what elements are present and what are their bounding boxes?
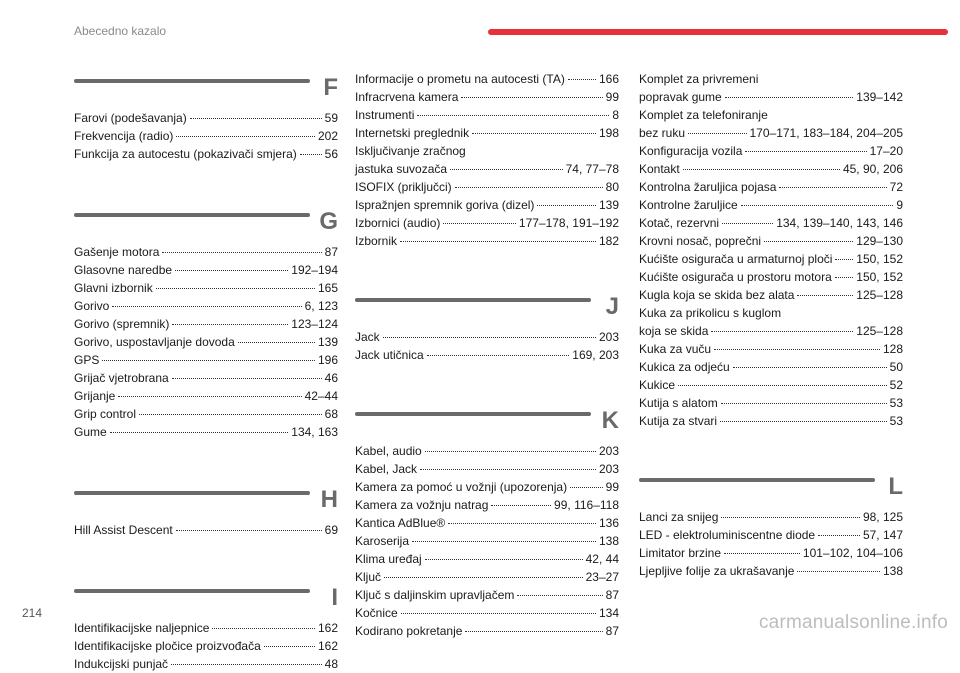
entry-term: Kontakt (639, 162, 680, 176)
section-header (74, 207, 338, 241)
dot-leader (455, 187, 603, 188)
entry-pages: 165 (317, 281, 338, 295)
entry-pages: 169, 203 (572, 348, 619, 362)
section-letter: G (319, 208, 338, 235)
index-entry (74, 521, 338, 539)
entry-term: Internetski preglednik (355, 126, 470, 140)
entry-pages: 23–27 (585, 570, 619, 584)
entry-pages: 139 (598, 198, 619, 212)
entry-pages: 69 (324, 523, 338, 537)
index-entry (74, 423, 338, 441)
entry-term: Kamera za vožnju natrag (355, 498, 489, 512)
dot-leader (491, 505, 551, 506)
entry-pages: 68 (324, 407, 338, 421)
section-entries (74, 109, 338, 163)
entry-term: Konfiguracija vozila (639, 144, 743, 158)
index-entry (639, 214, 903, 232)
section-entries (639, 70, 903, 430)
dot-leader (162, 252, 321, 253)
entry-pages: 128 (882, 342, 903, 356)
index-entry (355, 196, 619, 214)
entry-pages: 8 (612, 108, 619, 122)
entry-term: Ključ s daljinskim upravljačem (355, 588, 515, 602)
page-header-title: Abecedno kazalo (74, 24, 167, 38)
entry-term: Ispražnjen spremnik goriva (dizel) (355, 198, 535, 212)
dot-leader (733, 367, 887, 368)
dot-leader (425, 451, 596, 452)
entry-pages: 134, 139–140, 143, 146 (776, 216, 903, 230)
index-entry (639, 412, 903, 430)
section-letter: K (601, 407, 619, 434)
dot-leader (112, 306, 301, 307)
section-l (639, 472, 903, 580)
dot-leader (417, 115, 609, 116)
entry-pages: 134, 163 (291, 425, 338, 439)
index-entry (355, 496, 619, 514)
entry-term: Kuka za vuču (639, 342, 712, 356)
index-entry (355, 568, 619, 586)
index-entry (355, 106, 619, 124)
entry-pages: 42, 44 (585, 552, 619, 566)
dot-leader (300, 154, 322, 155)
index-entry (639, 178, 903, 196)
entry-term: Funkcija za autocestu (pokazivači smjera) (74, 147, 297, 161)
index-entry (74, 315, 338, 333)
entry-pages: 162 (317, 621, 338, 635)
section-k-continued (639, 70, 903, 430)
entry-term: Kutija za stvari (639, 414, 718, 428)
dot-leader (172, 378, 322, 379)
entry-pages: 203 (598, 444, 619, 458)
dot-leader (722, 223, 773, 224)
section-letter: I (331, 584, 338, 611)
entry-term: popravak gume (639, 90, 722, 104)
entry-pages: 125–128 (856, 324, 903, 338)
entry-term: Kočnice (355, 606, 398, 620)
entry-pages: 87 (605, 624, 619, 638)
index-entry (639, 322, 903, 340)
section-entries (355, 70, 619, 250)
entry-pages: 6, 123 (304, 299, 338, 313)
index-column-3 (639, 70, 903, 580)
index-entry (355, 514, 619, 532)
entry-term: Kabel, Jack (355, 462, 418, 476)
entry-term: Instrumenti (355, 108, 415, 122)
index-entry (74, 387, 338, 405)
section-letter: J (605, 293, 619, 320)
entry-pages: 203 (598, 462, 619, 476)
section-header (639, 472, 903, 506)
entry-term: Kukica za odjeću (639, 360, 730, 374)
entry-pages: 52 (889, 378, 903, 392)
entry-pages: 72 (889, 180, 903, 194)
entry-pages: 99, 116–118 (554, 498, 619, 512)
entry-pages: 139–142 (856, 90, 903, 104)
section-i-continued (355, 70, 619, 250)
entry-term: Lanci za snijeg (639, 510, 719, 524)
index-entry (74, 619, 338, 637)
entry-term: Frekvencija (radio) (74, 129, 174, 143)
index-entry (74, 279, 338, 297)
entry-pages: 48 (324, 657, 338, 671)
entry-pages: 45, 90, 206 (842, 162, 903, 176)
section-entries (355, 442, 619, 640)
index-entry (355, 442, 619, 460)
section-letter: F (323, 74, 338, 101)
entry-term: Jack (355, 330, 380, 344)
section-header (355, 406, 619, 440)
entry-term: Kugla koja se skida bez alata (639, 288, 795, 302)
dot-leader (741, 205, 894, 206)
entry-term: Farovi (podešavanja) (74, 111, 187, 125)
index-column-1 (74, 73, 338, 673)
dot-leader (450, 169, 563, 170)
index-entry (639, 394, 903, 412)
entry-pages: 42–44 (304, 389, 338, 403)
index-entry (639, 232, 903, 250)
entry-term: Gume (74, 425, 107, 439)
section-entries (355, 328, 619, 364)
entry-pages: 182 (598, 234, 619, 248)
dot-leader (683, 169, 840, 170)
dot-leader (835, 259, 853, 260)
index-entry (355, 232, 619, 250)
index-entry (355, 586, 619, 604)
entry-pages: 203 (598, 330, 619, 344)
section-header (74, 485, 338, 519)
dot-leader (797, 295, 853, 296)
index-entry (639, 196, 903, 214)
index-entry (74, 145, 338, 163)
page-number: 214 (22, 606, 43, 620)
dot-leader (102, 360, 315, 361)
entry-term: Kantica AdBlue® (355, 516, 446, 530)
index-entry (355, 124, 619, 142)
index-entry (74, 369, 338, 387)
entry-term: Ključ (355, 570, 382, 584)
entry-term: Kućište osigurača u prostoru motora (639, 270, 832, 284)
entry-term: Informacije o prometu na autocesti (TA) (355, 72, 565, 86)
entry-pages: 202 (317, 129, 338, 143)
entry-pages: 87 (324, 245, 338, 259)
section-header (74, 583, 338, 617)
entry-pages: 99 (605, 90, 619, 104)
dot-leader (779, 187, 886, 188)
dot-leader (427, 355, 570, 356)
dot-leader (383, 337, 596, 338)
index-entry (639, 250, 903, 268)
entry-pages: 136 (598, 516, 619, 530)
index-entry (639, 286, 903, 304)
dot-leader (711, 331, 853, 332)
entry-pages: 138 (598, 534, 619, 548)
entry-term: Hill Assist Descent (74, 523, 173, 537)
section-j (355, 292, 619, 364)
dot-leader (725, 97, 854, 98)
index-entry (639, 142, 903, 160)
entry-term: Kodirano pokretanje (355, 624, 463, 638)
entry-pages: 56 (324, 147, 338, 161)
index-entry (74, 655, 338, 673)
index-entry (355, 550, 619, 568)
entry-pages: 177–178, 191–192 (518, 216, 619, 230)
entry-pages: 50 (889, 360, 903, 374)
index-entry (639, 340, 903, 358)
entry-term: Indukcijski punjač (74, 657, 169, 671)
dot-leader (465, 631, 602, 632)
dot-leader (472, 133, 596, 134)
dot-leader (517, 595, 602, 596)
section-i (74, 583, 338, 673)
index-entry (355, 88, 619, 106)
section-entries (639, 508, 903, 580)
section-rule (355, 298, 591, 302)
entry-term: Kotač, rezervni (639, 216, 720, 230)
entry-term: Glasovne naredbe (74, 263, 173, 277)
entry-term: Krovni nosač, poprečni (639, 234, 762, 248)
entry-pages: 125–128 (856, 288, 903, 302)
section-header (74, 73, 338, 107)
index-entry (355, 532, 619, 550)
entry-term: Gorivo (74, 299, 110, 313)
index-entry (639, 508, 903, 526)
dot-leader (110, 432, 289, 433)
entry-term: Identifikacijske naljepnice (74, 621, 210, 635)
entry-term: jastuka suvozača (355, 162, 448, 176)
section-rule (74, 213, 310, 217)
entry-term: Kutija s alatom (639, 396, 718, 410)
index-entry (639, 160, 903, 178)
index-entry (355, 604, 619, 622)
entry-term: Karoserija (355, 534, 410, 548)
index-entry (74, 243, 338, 261)
index-entry (639, 358, 903, 376)
dot-leader (570, 487, 603, 488)
entry-pages: 139 (317, 335, 338, 349)
entry-pages: 9 (896, 198, 903, 212)
index-entry (74, 351, 338, 369)
entry-pages: 53 (889, 414, 903, 428)
index-entry (74, 127, 338, 145)
section-rule (355, 412, 591, 416)
dot-leader (721, 517, 860, 518)
dot-leader (420, 469, 596, 470)
entry-pages: 138 (882, 564, 903, 578)
index-entry-line: Komplet za telefoniranje (639, 108, 768, 122)
dot-leader (678, 385, 887, 386)
entry-term: Grip control (74, 407, 137, 421)
index-entry (639, 88, 903, 106)
entry-term: Identifikacijske pločice proizvođača (74, 639, 261, 653)
dot-leader (764, 241, 853, 242)
index-entry (355, 346, 619, 364)
dot-leader (835, 277, 854, 278)
dot-leader (401, 613, 596, 614)
index-entry (74, 261, 338, 279)
dot-leader (724, 553, 800, 554)
entry-term: Kontrolne žaruljice (639, 198, 738, 212)
dot-leader (212, 628, 315, 629)
dot-leader (190, 118, 322, 119)
section-header (355, 292, 619, 326)
dot-leader (264, 646, 315, 647)
index-entry (355, 478, 619, 496)
index-entry (639, 526, 903, 544)
section-entries (74, 619, 338, 673)
entry-pages: 87 (605, 588, 619, 602)
entry-term: Jack utičnica (355, 348, 424, 362)
entry-pages: 57, 147 (862, 528, 903, 542)
dot-leader (448, 523, 596, 524)
index-entry (355, 214, 619, 232)
entry-pages: 166 (598, 72, 619, 86)
index-entry-line: Komplet za privremeni (639, 72, 759, 86)
dot-leader (412, 541, 596, 542)
section-letter: L (888, 473, 903, 500)
section-h (74, 485, 338, 539)
entry-pages: 196 (317, 353, 338, 367)
dot-leader (139, 414, 322, 415)
entry-term: Izbornici (audio) (355, 216, 441, 230)
index-entry (74, 297, 338, 315)
dot-leader (171, 664, 322, 665)
section-rule (74, 79, 310, 83)
index-entry (355, 70, 619, 88)
index-entry-line: Isključivanje zračnog (355, 144, 466, 158)
entry-pages: 198 (598, 126, 619, 140)
entry-term: ISOFIX (priključci) (355, 180, 452, 194)
entry-term: Gorivo, uspostavljanje dovoda (74, 335, 235, 349)
dot-leader (176, 136, 315, 137)
section-rule (74, 589, 310, 593)
section-k (355, 406, 619, 640)
index-entry (355, 178, 619, 196)
entry-term: koja se skida (639, 324, 709, 338)
dot-leader (720, 421, 887, 422)
entry-term: Ljepljive folije za ukrašavanje (639, 564, 795, 578)
header-accent-bar (488, 29, 948, 35)
index-entry (639, 376, 903, 394)
dot-leader (238, 342, 315, 343)
dot-leader (176, 530, 322, 531)
entry-term: GPS (74, 353, 100, 367)
entry-pages: 46 (324, 371, 338, 385)
index-entry (355, 160, 619, 178)
watermark: carmanualsonline.info (758, 612, 948, 633)
dot-leader (461, 97, 602, 98)
entry-pages: 80 (605, 180, 619, 194)
dot-leader (797, 571, 880, 572)
dot-leader (714, 349, 880, 350)
section-rule (639, 478, 875, 482)
entry-term: Glavni izbornik (74, 281, 153, 295)
entry-term: bez ruku (639, 126, 686, 140)
dot-leader (175, 270, 288, 271)
dot-leader (400, 241, 596, 242)
index-column-2 (355, 70, 619, 640)
index-entry (355, 328, 619, 346)
entry-pages: 162 (317, 639, 338, 653)
entry-pages: 170–171, 183–184, 204–205 (749, 126, 903, 140)
entry-pages: 59 (324, 111, 338, 125)
dot-leader (425, 559, 583, 560)
entry-pages: 123–124 (291, 317, 338, 331)
entry-pages: 150, 152 (856, 270, 903, 284)
entry-term: Limitator brzine (639, 546, 722, 560)
section-f (74, 73, 338, 163)
section-letter: H (320, 486, 338, 513)
index-entry-line: Kuka za prikolicu s kuglom (639, 306, 782, 320)
dot-leader (568, 79, 596, 80)
entry-pages: 98, 125 (862, 510, 903, 524)
dot-leader (745, 151, 866, 152)
entry-pages: 99 (605, 480, 619, 494)
index-entry (355, 460, 619, 478)
entry-term: Kabel, audio (355, 444, 422, 458)
dot-leader (443, 223, 516, 224)
index-entry (74, 333, 338, 351)
section-rule (74, 491, 310, 495)
entry-pages: 192–194 (291, 263, 338, 277)
entry-term: Izbornik (355, 234, 398, 248)
section-entries (74, 521, 338, 539)
entry-term: Gorivo (spremnik) (74, 317, 170, 331)
index-entry (639, 124, 903, 142)
entry-pages: 150, 152 (856, 252, 903, 266)
index-entry (639, 268, 903, 286)
index-entry (74, 405, 338, 423)
entry-pages: 101–102, 104–106 (802, 546, 903, 560)
dot-leader (172, 324, 288, 325)
entry-term: LED - elektroluminiscentne diode (639, 528, 816, 542)
dot-leader (537, 205, 596, 206)
entry-pages: 74, 77–78 (565, 162, 619, 176)
section-g (74, 207, 338, 441)
entry-pages: 53 (889, 396, 903, 410)
entry-term: Infracrvena kamera (355, 90, 459, 104)
entry-term: Gašenje motora (74, 245, 160, 259)
dot-leader (384, 577, 583, 578)
dot-leader (156, 288, 315, 289)
entry-term: Klima uređaj (355, 552, 422, 566)
index-entry (639, 562, 903, 580)
entry-pages: 17–20 (869, 144, 903, 158)
section-entries (74, 243, 338, 441)
entry-pages: 129–130 (856, 234, 903, 248)
dot-leader (688, 133, 746, 134)
index-entry (74, 109, 338, 127)
dot-leader (721, 403, 887, 404)
index-entry (74, 637, 338, 655)
index-entry (639, 544, 903, 562)
dot-leader (818, 535, 860, 536)
entry-term: Kukice (639, 378, 676, 392)
entry-term: Grijanje (74, 389, 116, 403)
entry-term: Kontrolna žaruljica pojasa (639, 180, 777, 194)
dot-leader (118, 396, 301, 397)
entry-term: Kamera za pomoć u vožnji (upozorenja) (355, 480, 568, 494)
index-entry (355, 622, 619, 640)
entry-pages: 134 (598, 606, 619, 620)
entry-term: Kućište osigurača u armaturnoj ploči (639, 252, 833, 266)
entry-term: Grijač vjetrobrana (74, 371, 169, 385)
